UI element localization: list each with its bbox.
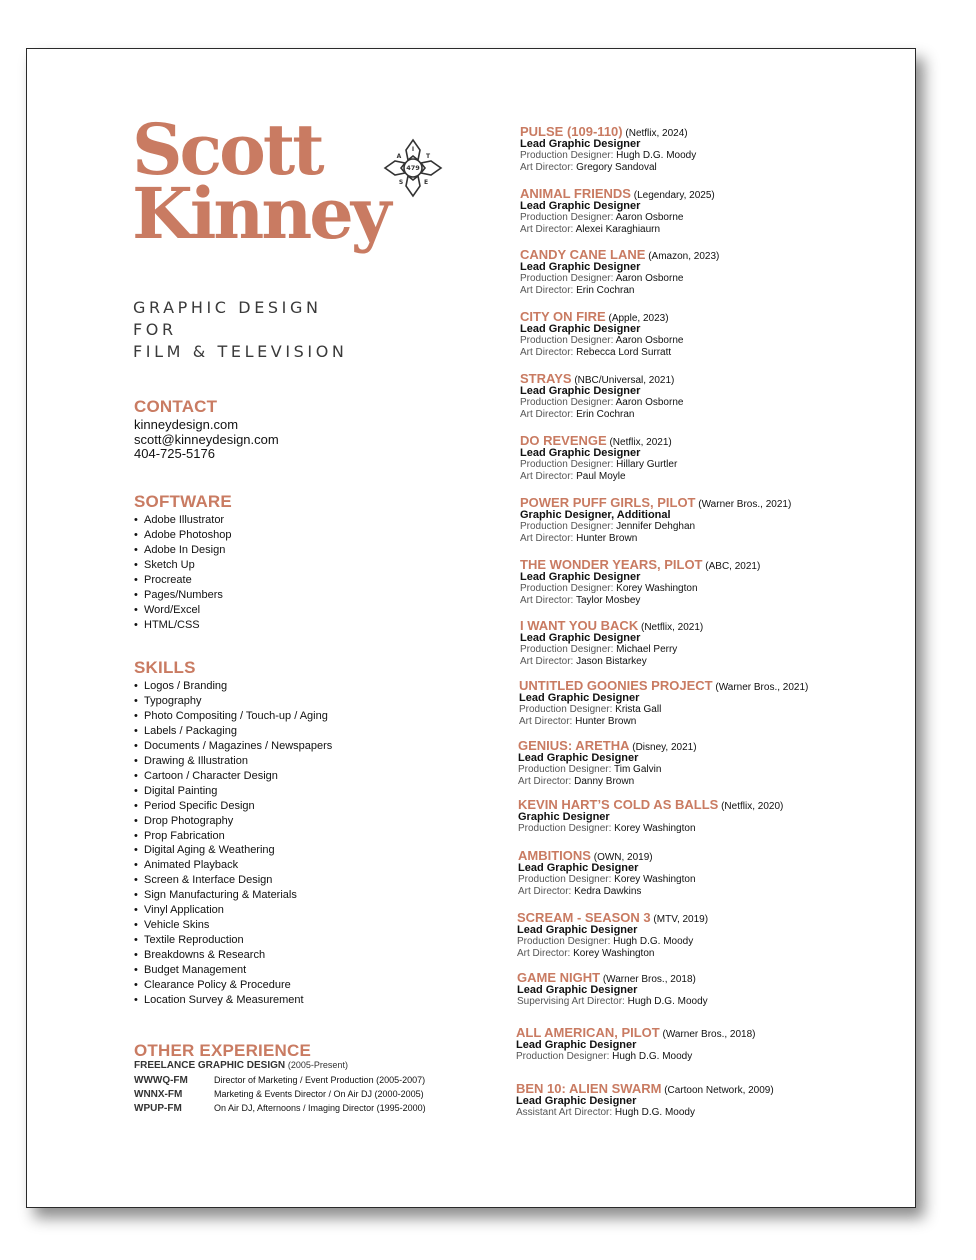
credit-line-label: Production Designer: xyxy=(520,150,617,162)
credit-network: (Disney, 2021) xyxy=(632,742,697,753)
credit-role: Lead Graphic Designer xyxy=(519,692,640,705)
skills-item: • Logos / Branding xyxy=(134,679,332,694)
credit-line xyxy=(517,936,708,947)
freelance-label: FREELANCE GRAPHIC DESIGN xyxy=(134,1060,286,1071)
credit-line-label: Production Designer: xyxy=(517,936,614,948)
credit-header xyxy=(518,739,697,753)
skills-item: • Documents / Magazines / Newspapers xyxy=(134,739,332,754)
credit-network: (ABC, 2021) xyxy=(705,561,761,572)
credit-line xyxy=(520,459,677,470)
credit-line-label: Production Designer: xyxy=(520,397,616,409)
credit-header xyxy=(520,496,791,510)
credit-line-label: Art Director: xyxy=(519,715,576,727)
credit-title: THE WONDER YEARS, PILOT xyxy=(520,557,703,572)
credit-header xyxy=(520,434,677,448)
last-name: Kinney xyxy=(132,172,389,255)
software-item: • Pages/Numbers xyxy=(134,588,231,603)
credit-header xyxy=(520,248,719,262)
credit-network: (OWN, 2019) xyxy=(593,852,653,863)
software-item: • Word/Excel xyxy=(134,603,231,618)
freelance-years: (2005-Present) xyxy=(287,1060,348,1070)
phone-number: 404-725-5176 xyxy=(134,446,215,462)
credit-line-label: Art Director: xyxy=(520,408,577,420)
credit-entry xyxy=(518,849,696,897)
credit-line-person: Krista Gall xyxy=(615,704,662,716)
credit-network: (Netflix, 2021) xyxy=(641,622,704,633)
credit-line-label: Production Designer: xyxy=(520,521,617,533)
credit-line-label: Production Designer: xyxy=(520,459,617,471)
credit-line-person: Danny Brown xyxy=(574,775,635,787)
skills-item: • Drawing & Illustration xyxy=(134,754,332,769)
credit-entry xyxy=(518,739,697,787)
credit-line xyxy=(518,874,696,885)
station-role: Marketing & Events Director / On Air DJ (2000-2005) xyxy=(214,1089,424,1099)
credit-title: POWER PUFF GIRLS, PILOT xyxy=(520,495,696,510)
skills-item: • Vehicle Skins xyxy=(134,918,332,933)
credit-header xyxy=(517,911,708,925)
resume-name xyxy=(132,108,389,255)
credit-line xyxy=(520,285,719,296)
credit-line-person: Aaron Osborne xyxy=(615,273,684,285)
credit-role: Lead Graphic Designer xyxy=(520,138,641,151)
credit-line-person: Korey Washington xyxy=(616,583,698,595)
credit-line-person: Hillary Gurtler xyxy=(616,459,678,471)
website-link[interactable]: kinneydesign.com xyxy=(134,417,239,432)
credit-line xyxy=(520,162,696,173)
credit-line-label: Production Designer: xyxy=(519,704,616,716)
software-item: • Adobe Illustrator xyxy=(134,513,231,528)
credit-entry xyxy=(520,125,696,173)
credit-role: Lead Graphic Designer xyxy=(520,447,641,460)
credit-line-person: Aaron Osborne xyxy=(615,335,684,347)
credit-line-label: Production Designer: xyxy=(518,823,615,835)
other-experience xyxy=(134,1060,426,1115)
credit-line-label: Art Director: xyxy=(520,346,577,358)
credit-entry xyxy=(517,911,708,959)
credit-line-person: Hunter Brown xyxy=(575,715,637,727)
credit-title: ANIMAL FRIENDS xyxy=(520,186,631,201)
credit-header xyxy=(520,372,683,386)
credit-line-label: Production Designer: xyxy=(520,335,616,347)
credit-line-person: Kedra Dawkins xyxy=(574,885,642,897)
credit-title: STRAYS xyxy=(520,371,572,386)
credit-title: ALL AMERICAN, PILOT xyxy=(516,1025,660,1040)
credit-line-person: Hugh D.G. Moody xyxy=(616,150,697,162)
credit-header xyxy=(520,310,683,324)
seal-letter-e: E xyxy=(423,179,429,186)
skills-item: • Textile Reproduction xyxy=(134,933,332,948)
credit-header xyxy=(520,619,703,633)
credit-header xyxy=(518,798,783,812)
credit-title: GENIUS: ARETHA xyxy=(518,738,630,753)
credit-line-person: Hugh D.G. Moody xyxy=(612,1051,693,1063)
skills-item: • Cartoon / Character Design xyxy=(134,769,332,784)
credit-entry xyxy=(520,248,719,296)
credit-entry xyxy=(517,971,708,1008)
credit-line xyxy=(520,273,719,284)
credit-entry xyxy=(520,310,683,358)
credit-line-person: Aaron Osborne xyxy=(615,397,684,409)
credit-line xyxy=(520,397,683,408)
credit-line-person: Hunter Brown xyxy=(576,532,638,544)
credit-role: Lead Graphic Designer xyxy=(518,752,639,765)
credit-header xyxy=(520,125,696,139)
credit-entry xyxy=(516,1026,756,1063)
seal-number: 479 xyxy=(406,164,420,173)
credit-line xyxy=(520,533,791,544)
credit-header xyxy=(516,1082,774,1096)
credit-line xyxy=(519,716,808,727)
tagline-line-2: FOR xyxy=(133,320,177,339)
credit-line-person: Hugh D.G. Moody xyxy=(613,936,694,948)
credit-line-person: Erin Cochran xyxy=(576,284,635,296)
tagline xyxy=(133,297,348,363)
credit-title: CANDY CANE LANE xyxy=(520,247,646,262)
credit-network: (NBC/Universal, 2021) xyxy=(574,375,675,386)
credit-network: (Warner Bros., 2018) xyxy=(662,1029,756,1040)
skills-item: • Location Survey & Measurement xyxy=(134,993,332,1008)
experience-row xyxy=(134,1073,426,1087)
credit-line xyxy=(520,656,703,667)
credit-line-label: Production Designer: xyxy=(516,1051,613,1063)
seal-letter-i: I xyxy=(411,146,415,153)
seal-letter-t: T xyxy=(425,153,431,160)
contact-title: CONTACT xyxy=(134,397,218,416)
credit-line-person: Korey Washington xyxy=(614,823,696,835)
credit-network: (Cartoon Network, 2009) xyxy=(664,1085,774,1096)
skills-item: • Period Specific Design xyxy=(134,799,332,814)
skills-item: • Animated Playback xyxy=(134,858,332,873)
credit-title: DO REVENGE xyxy=(520,433,607,448)
skills-item: • Digital Painting xyxy=(134,784,332,799)
credit-line xyxy=(520,224,715,235)
skills-item: • Screen & Interface Design xyxy=(134,873,332,888)
seal-letter-s: S xyxy=(398,179,404,186)
credit-line-person: Tim Galvin xyxy=(613,764,662,776)
credit-line xyxy=(517,996,708,1007)
credit-line-label: Art Director: xyxy=(518,885,575,897)
station-role: Director of Marketing / Event Production (2005-2007) xyxy=(214,1075,426,1085)
other-experience-title: OTHER EXPERIENCE xyxy=(134,1041,312,1060)
credit-line-label: Art Director: xyxy=(520,284,577,296)
credit-title: UNTITLED GOONIES PROJECT xyxy=(519,678,713,693)
skills-item: • Typography xyxy=(134,694,332,709)
credit-role: Lead Graphic Designer xyxy=(520,323,641,336)
credit-line xyxy=(518,886,696,897)
credit-line xyxy=(520,335,683,346)
credit-line-label: Art Director: xyxy=(520,223,576,235)
credit-line xyxy=(520,212,715,223)
credit-line-label: Production Designer: xyxy=(518,764,614,776)
skills-item: • Clearance Policy & Procedure xyxy=(134,978,332,993)
tagline-line-1: GRAPHIC DESIGN xyxy=(133,298,322,317)
credit-role: Lead Graphic Designer xyxy=(520,632,641,645)
skills-list xyxy=(134,679,332,1008)
software-item: • Sketch Up xyxy=(134,558,231,573)
credit-title: KEVIN HART’S COLD AS BALLS xyxy=(518,797,719,812)
credit-title: GAME NIGHT xyxy=(517,970,601,985)
credit-line-label: Production Designer: xyxy=(520,273,616,285)
credit-header xyxy=(520,187,715,201)
credit-entry xyxy=(519,679,808,727)
credit-line-label: Art Director: xyxy=(520,655,577,667)
skills-item: • Sign Manufacturing & Materials xyxy=(134,888,332,903)
credit-line xyxy=(516,1051,756,1062)
credit-network: (Netflix, 2024) xyxy=(625,128,688,139)
credit-line xyxy=(520,521,791,532)
credit-network: (MTV, 2019) xyxy=(653,914,709,925)
credit-line-person: Hugh D.G. Moody xyxy=(614,1107,695,1119)
credit-line xyxy=(517,948,708,959)
credit-line-person: Korey Washington xyxy=(614,874,696,886)
credit-entry xyxy=(518,798,783,835)
credit-header xyxy=(520,558,760,572)
skills-item: • Budget Management xyxy=(134,963,332,978)
credit-entry xyxy=(520,619,703,667)
credit-network: (Netflix, 2021) xyxy=(609,437,672,448)
credit-line-label: Production Designer: xyxy=(520,212,616,224)
station-role: On Air DJ, Afternoons / Imaging Director (1995-2000) xyxy=(214,1103,426,1113)
credit-line-person: Aaron Osborne xyxy=(615,212,684,224)
software-item: • Procreate xyxy=(134,573,231,588)
credit-line xyxy=(520,347,683,358)
skills-item: • Prop Fabrication xyxy=(134,829,332,844)
credit-title: SCREAM - SEASON 3 xyxy=(517,910,651,925)
credit-role: Lead Graphic Designer xyxy=(518,862,639,875)
credit-network: (Amazon, 2023) xyxy=(648,251,720,262)
credit-line-label: Production Designer: xyxy=(520,644,617,656)
credit-role: Lead Graphic Designer xyxy=(516,1039,637,1052)
credit-role: Lead Graphic Designer xyxy=(517,924,638,937)
credit-line xyxy=(520,595,760,606)
credit-network: (Netflix, 2020) xyxy=(721,801,784,812)
credit-role: Lead Graphic Designer xyxy=(520,571,641,584)
credit-entry xyxy=(516,1082,774,1119)
credit-line-person: Michael Perry xyxy=(616,644,678,656)
credit-line-person: Erin Cochran xyxy=(576,408,635,420)
credit-line-person: Hugh D.G. Moody xyxy=(627,996,708,1008)
credit-role: Lead Graphic Designer xyxy=(516,1095,637,1108)
credit-network: (Apple, 2023) xyxy=(608,313,669,324)
experience-row xyxy=(134,1101,426,1115)
credit-title: I WANT YOU BACK xyxy=(520,618,639,633)
credit-title: AMBITIONS xyxy=(518,848,591,863)
credit-network: (Legendary, 2025) xyxy=(633,190,715,201)
station-name: WNNX-FM xyxy=(134,1089,183,1100)
credit-title: CITY ON FIRE xyxy=(520,309,606,324)
credit-line-label: Production Designer: xyxy=(518,874,615,886)
credit-line xyxy=(520,583,760,594)
experience-row xyxy=(134,1087,426,1101)
credit-line-label: Art Director: xyxy=(520,594,576,606)
skills-item: • Photo Compositing / Touch-up / Aging xyxy=(134,709,332,724)
credit-line-label: Art Director: xyxy=(520,470,577,482)
credit-line-label: Supervising Art Director: xyxy=(517,996,628,1008)
credit-line-person: Rebecca Lord Surratt xyxy=(576,346,672,358)
software-item: • Adobe In Design xyxy=(134,543,231,558)
credit-line xyxy=(519,704,808,715)
credit-role: Lead Graphic Designer xyxy=(517,984,638,997)
iatse-union-seal-icon xyxy=(383,138,443,198)
station-name: WWWQ-FM xyxy=(134,1075,188,1086)
credit-line xyxy=(518,776,697,787)
credit-line-label: Art Director: xyxy=(520,161,577,173)
credit-line xyxy=(520,409,683,420)
credit-line xyxy=(520,150,696,161)
credit-line-label: Art Director: xyxy=(520,532,577,544)
seal-letter-a: A xyxy=(396,153,402,160)
skills-item: • Breakdowns & Research xyxy=(134,948,332,963)
software-item: • HTML/CSS xyxy=(134,618,231,633)
credit-role: Lead Graphic Designer xyxy=(520,385,641,398)
credit-title: PULSE (109-110) xyxy=(520,124,623,139)
credit-line xyxy=(520,644,703,655)
skills-item: • Vinyl Application xyxy=(134,903,332,918)
contact-info xyxy=(134,418,279,462)
skills-item: • Labels / Packaging xyxy=(134,724,332,739)
credit-header xyxy=(518,849,696,863)
credit-header xyxy=(519,679,808,693)
credit-header xyxy=(516,1026,756,1040)
freelance-line xyxy=(134,1060,426,1071)
email-link[interactable]: scott@kinneydesign.com xyxy=(134,431,279,447)
credit-line-label: Production Designer: xyxy=(520,583,617,595)
credit-entry xyxy=(520,496,791,544)
credit-network: (Warner Bros., 2018) xyxy=(602,974,696,985)
software-title: SOFTWARE xyxy=(134,492,232,511)
credit-line-person: Taylor Mosbey xyxy=(575,594,641,606)
skills-item: • Digital Aging & Weathering xyxy=(134,843,332,858)
credit-line-label: Art Director: xyxy=(518,775,575,787)
credit-line xyxy=(520,471,677,482)
credit-line-person: Korey Washington xyxy=(573,947,655,959)
credit-role: Graphic Designer xyxy=(518,811,610,824)
credit-entry xyxy=(520,558,760,606)
tagline-line-3: FILM & TELEVISION xyxy=(133,342,348,361)
credit-line xyxy=(516,1107,774,1118)
credit-line xyxy=(518,764,697,775)
credit-role: Lead Graphic Designer xyxy=(520,261,641,274)
credit-entry xyxy=(520,372,683,420)
station-name: WPUP-FM xyxy=(134,1103,182,1114)
credit-header xyxy=(517,971,708,985)
credit-line-person: Alexei Karaghiaurn xyxy=(575,223,661,235)
credit-entry xyxy=(520,187,715,235)
software-item: • Adobe Photoshop xyxy=(134,528,231,543)
credit-role: Lead Graphic Designer xyxy=(520,200,641,213)
credit-title: BEN 10: ALIEN SWARM xyxy=(516,1081,662,1096)
credit-line-person: Jason Bistarkey xyxy=(576,655,647,667)
credit-line-person: Jennifer Dehghan xyxy=(616,521,696,533)
credit-network: (Warner Bros., 2021) xyxy=(698,499,792,510)
skills-title: SKILLS xyxy=(134,658,196,677)
software-list xyxy=(134,513,231,633)
credit-entry xyxy=(520,434,677,482)
credit-role: Graphic Designer, Additional xyxy=(520,509,671,522)
credit-line-person: Paul Moyle xyxy=(576,470,626,482)
first-name: Scott xyxy=(132,108,322,191)
credit-line-label: Assistant Art Director: xyxy=(516,1107,615,1119)
skills-item: • Drop Photography xyxy=(134,814,332,829)
credit-line-label: Art Director: xyxy=(517,947,574,959)
credit-network: (Warner Bros., 2021) xyxy=(715,682,809,693)
credit-line xyxy=(518,823,783,834)
credit-line-person: Gregory Sandoval xyxy=(576,161,657,173)
